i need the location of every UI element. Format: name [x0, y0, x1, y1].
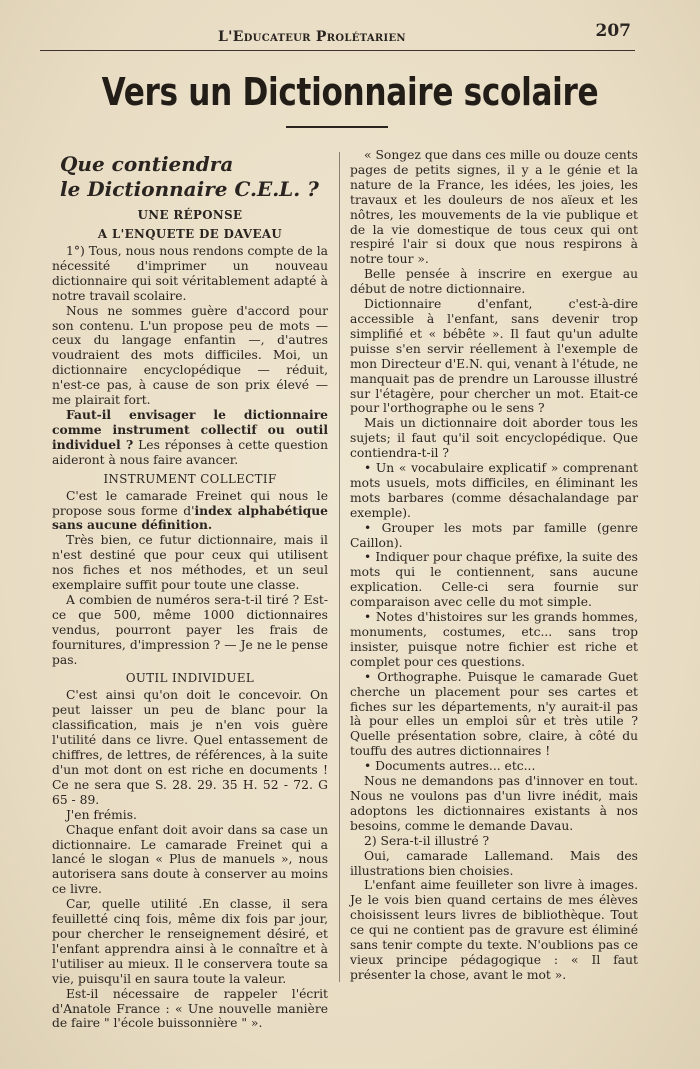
paragraph: « Songez que dans ces mille ou douze cents pages de petits signes, il y a le génie et la nature de la France, les idées, les joies, les travaux et les douleurs de nos aïeux et les nôtres, les mouvements de la vie publique et de la vie domestique de tous ceux qui ont respiré l'air si doux que nous respirons à notre tour ». — [350, 148, 638, 267]
right-column — [350, 148, 638, 983]
paragraph: Nous ne demandons pas d'innover en tout. Nous ne voulons pas d'un livre inédit, mais adoptons les dictionnaires existants à nos besoins, comme le demande Davau. — [350, 774, 638, 833]
bold-phrase: index alphabétique sans aucune définition. — [52, 502, 328, 533]
paragraph — [52, 408, 328, 468]
paragraph: Est-il nécessaire de rappeler l'écrit d'Anatole France : « Une nouvelle manière de faire " l'école buissonnière " ». — [52, 986, 328, 1031]
page-number: 207 — [595, 21, 631, 41]
paragraph: C'est ainsi qu'on doit le concevoir. On peut laisser un peu de blanc pour la classification, mais je n'en vois guère l'utilité dans ce livre. Quel entassement de chiffres, de lettres, de références, à la suite d'un mot dont on est riche en documents ! Ce ne sera que S. 28. 29. 35 H. 52 - 72. G 65 - 89. — [52, 688, 328, 807]
paragraph: Chaque enfant doit avoir dans sa case un dictionnaire. Le camarade Freinet qui a lancé le slogan « Plus de manuels », nous autorisera sans doute à conserver au moins ce livre. — [52, 822, 328, 897]
running-header — [40, 20, 635, 51]
paragraph: Belle pensée à inscrire en exergue au début de notre dictionnaire. — [350, 267, 638, 297]
bullet-item: • Un « vocabulaire explicatif » comprenant mots usuels, mots difficiles, en éliminant les mots barbares (comme désachalandage par exemple). — [350, 461, 638, 520]
paragraph: 2) Sera-t-il illustré ? — [364, 833, 490, 848]
paragraph: Oui, camarade Lallemand. Mais des illustrations bien choisies. — [350, 848, 638, 878]
subtitle-line-1: Que contiendra — [60, 152, 234, 176]
paragraph: Très bien, ce futur dictionnaire, mais il n'est destiné que pour ceux qui utilisent nos fiches et nos méthodes, et un seul exemplaire suffit pour toute une classe. — [52, 533, 328, 593]
running-title: L'Educateur Prolétarien — [218, 29, 406, 45]
paragraph: 1°) Tous, nous nous rendons compte de la nécessité d'imprimer un nouveau dictionnaire qui soit véritablement adapté à notre travail scolaire. — [52, 244, 328, 303]
bullet-item: • Notes d'histoires sur les grands hommes, monuments, costumes, etc... sans trop insister, puisque notre fichier est riche et complet pour ces questions. — [350, 610, 638, 669]
section-heading-enquete: A L'ENQUETE DE DAVEAU — [97, 227, 283, 241]
paragraph-start: C'est le camarade Freinet qui nous le propose sous forme d' — [52, 488, 328, 518]
bullet-item: • Documents autres... etc... — [364, 759, 536, 774]
paragraph — [52, 489, 328, 534]
section-heading-outil: OUTIL INDIVIDUEL — [125, 671, 255, 686]
paragraph: Car, quelle utilité .En classe, il sera feuilletté cinq fois, même dix fois par jour, pour chercher le renseignement désiré, et l'enfant apprendra ainsi à le connaître et à l'utiliser au mieux. Il le conservera toute sa vie, puisqu'il en saura toute la valeur. — [52, 897, 328, 986]
paragraph: Nous ne sommes guère d'accord pour son contenu. L'un propose peu de mots — ceux du langage enfantin —, d'autres voudraient des mots difficiles. Moi, un dictionnaire encyclopédique — réduit, n'est-ce pas, à cause de son prix élevé — me plairait fort. — [52, 303, 328, 408]
left-column — [52, 152, 328, 1031]
bullet-item: • Orthographe. Puisque le camarade Guet cherche un placement pour ses cartes et fiches sur les départements, n'y aurait-il pas là pour elles un emploi sûr et très utile ? Quelle présentation sobre, claire, à côté du touffu des autres dictionnaires ! — [350, 669, 638, 759]
subtitle — [60, 152, 328, 202]
paragraph-rest: Les réponses à cette question aideront à nous faire avancer. — [52, 437, 328, 467]
paragraph: A combien de numéros sera-t-il tiré ? Est-ce que 500, même 1000 dictionnaires vendus, pourront payer les frais de fournitures, d'impression ? — Je ne le pense pas. — [52, 592, 328, 667]
paragraph: Mais un dictionnaire doit aborder tous les sujets; il faut qu'il soit encyclopédique. Que contiendra-t-il ? — [350, 416, 638, 461]
paragraph: J'en frémis. — [66, 807, 137, 822]
column-divider — [339, 152, 340, 982]
bullet-item: • Grouper les mots par famille (genre Caillon). — [350, 520, 638, 550]
paragraph: Dictionnaire d'enfant, c'est-à-dire accessible à l'enfant, sans devenir trop simplifié et « bébête ». Il faut qu'un adulte puisse s'en servir réellement à l'exemple de mon Directeur d'E.N. qui, venant à l'étude, ne manquait pas de prendre un Larousse illustré sur l'étagère, pour chercher un mot. Etait-ce pour l'orthographe ou le sens ? — [350, 297, 638, 416]
bullet-item: • Indiquer pour chaque préfixe, la suite des mots qui le contiennent, sans aucune explication. Celle-ci sera fournie sur comparaison avec celle du mot simple. — [350, 550, 638, 610]
subtitle-line-2: le Dictionnaire C.E.L. ? — [60, 177, 319, 201]
article-title: Vers un Dictionnaire scolaire — [101, 70, 599, 114]
section-heading-reponse: UNE RÉPONSE — [137, 208, 243, 222]
section-heading-instrument: INSTRUMENT COLLECTIF — [103, 471, 277, 486]
paragraph: L'enfant aime feuilleter son livre à images. Je le vois bien quand certains de mes élèves choisissent leurs livres de bibliothèque. Tout ce qui ne contient pas de gravure est éliminé sans tenir compte du texte. N'oublions pas ce vieux principe pédagogique : « Il faut présenter la chose, avant le mot ». — [350, 878, 638, 982]
title-rule — [286, 126, 388, 128]
bold-question: Faut-il envisager le dictionnaire comme instrument collectif ou outil individuel ? — [52, 406, 328, 452]
